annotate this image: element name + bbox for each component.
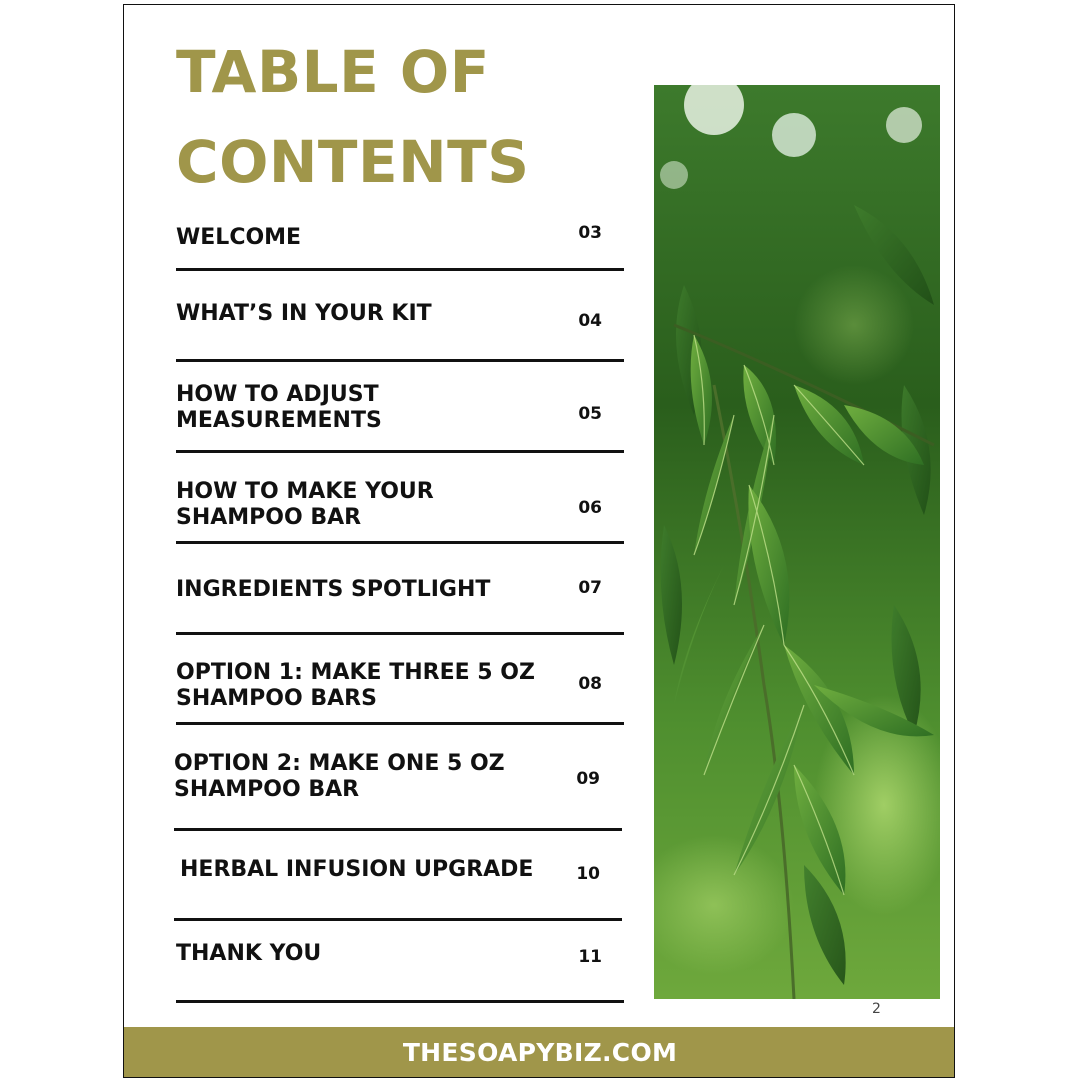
toc-item-option-1[interactable]: [176, 635, 624, 725]
toc-item-label: OPTION 1: MAKE THREE 5 OZ SHAMPOO BARS: [176, 660, 535, 711]
toc-item-adjust-measurements[interactable]: [176, 362, 624, 453]
toc-item-label: INGREDIENTS SPOTLIGHT: [176, 577, 491, 602]
toc-item-option-2[interactable]: [174, 725, 622, 831]
toc-item-page: 11: [578, 947, 602, 967]
toc-item-herbal-infusion[interactable]: [174, 831, 622, 921]
page-number: 2: [872, 1001, 881, 1017]
toc-item-label: THANK YOU: [176, 941, 322, 966]
toc-item-page: 03: [578, 223, 602, 243]
footer-website-link[interactable]: THESOAPYBIZ.COM: [402, 1037, 678, 1067]
table-of-contents: [124, 5, 644, 1078]
toc-item-page: 06: [578, 498, 602, 518]
footer-bar: [124, 1027, 955, 1077]
toc-item-page: 07: [578, 578, 602, 598]
toc-item-thank-you[interactable]: [176, 921, 624, 1003]
toc-item-page: 08: [578, 674, 602, 694]
toc-item-ingredients-spotlight[interactable]: [176, 544, 624, 635]
document-page: [123, 4, 955, 1078]
toc-item-welcome[interactable]: [176, 201, 624, 271]
toc-item-label: OPTION 2: MAKE ONE 5 OZ SHAMPOO BAR: [174, 751, 505, 802]
toc-item-page: 10: [576, 864, 600, 884]
toc-item-page: 09: [576, 769, 600, 789]
toc-item-label: HERBAL INFUSION UPGRADE: [180, 857, 534, 882]
toc-item-make-shampoo-bar[interactable]: [176, 453, 624, 544]
leaves-illustration: [654, 85, 940, 999]
toc-item-label: WELCOME: [176, 225, 302, 250]
page-title: TABLE OF CONTENTS: [176, 38, 530, 196]
toc-item-kit[interactable]: [176, 271, 624, 362]
toc-item-page: 05: [578, 404, 602, 424]
toc-item-label: HOW TO ADJUST MEASUREMENTS: [176, 382, 382, 433]
toc-item-page: 04: [578, 311, 602, 331]
toc-item-label: HOW TO MAKE YOUR SHAMPOO BAR: [176, 479, 434, 530]
toc-item-label: WHAT’S IN YOUR KIT: [176, 301, 432, 326]
neem-leaves-photo: [654, 85, 940, 999]
